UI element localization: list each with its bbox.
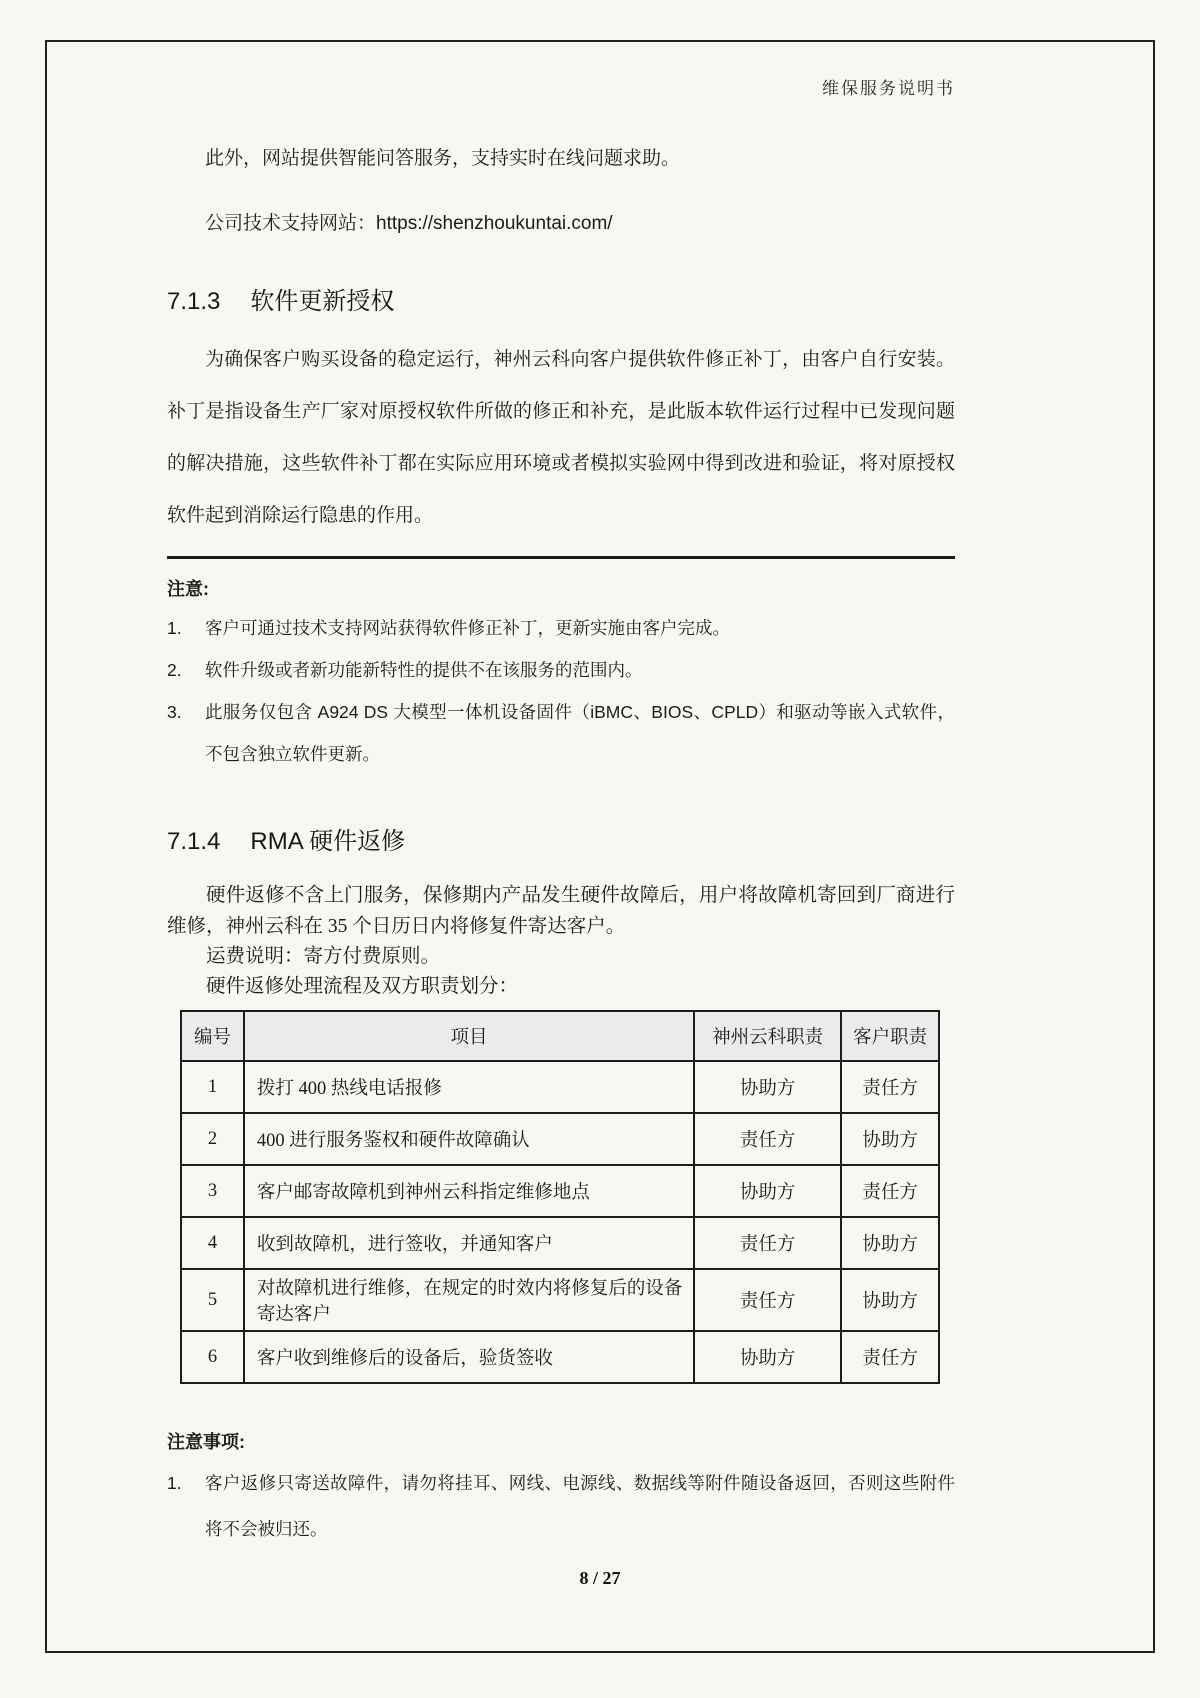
document-content <box>167 74 955 1552</box>
note-item-text: 客户可通过技术支持网站获得软件修正补丁，更新实施由客户完成。 <box>205 618 730 638</box>
note-item <box>167 607 955 649</box>
section-713-body: 为确保客户购买设备的稳定运行，神州云科向客户提供软件修正补丁，由客户自行安装。补丁是指设备生产厂家对原授权软件所做的修正和补充，是此版本软件运行过程中已发现问题的解决措施，这些软件补丁都在实际应用环境或者模拟实验网中得到改进和验证，将对原授权软件起到消除运行隐患的作用。 <box>167 349 955 526</box>
table-cell-item: 客户收到维修后的设备后，验货签收 <box>244 1331 694 1383</box>
table-cell-number: 6 <box>181 1331 244 1383</box>
table-row <box>181 1331 939 1383</box>
table-cell-number: 5 <box>181 1269 244 1331</box>
note-item-text: 软件升级或者新功能新特性的提供不在该服务的范围内。 <box>205 660 643 680</box>
table-intro-line: 硬件返修处理流程及双方职责划分： <box>206 976 519 997</box>
table-cell-customer-duty: 责任方 <box>841 1061 939 1113</box>
page-number-indicator: 8 / 27 <box>579 1568 621 1588</box>
section-number-714: 7.1.4 <box>167 828 221 855</box>
table-cell-number: 3 <box>181 1165 244 1217</box>
table-row <box>181 1061 939 1113</box>
note-list-714 <box>167 1460 955 1552</box>
table-cell-customer-duty: 协助方 <box>841 1113 939 1165</box>
note-item <box>167 1460 955 1552</box>
table-row <box>181 1217 939 1269</box>
table-row <box>181 1113 939 1165</box>
section-title-713: 软件更新授权 <box>250 288 395 315</box>
table-header-number: 编号 <box>181 1011 244 1061</box>
note-item-text: 客户返修只寄送故障件，请勿将挂耳、网线、电源线、数据线等附件随设备返回，否则这些附件将不会被归还。 <box>205 1473 955 1539</box>
table-cell-customer-duty: 协助方 <box>841 1269 939 1331</box>
table-header-item: 项目 <box>244 1011 694 1061</box>
table-cell-customer-duty: 责任方 <box>841 1331 939 1383</box>
table-cell-number: 2 <box>181 1113 244 1165</box>
table-cell-number: 1 <box>181 1061 244 1113</box>
note-label-713: 注意: <box>167 579 209 599</box>
table-cell-item: 对故障机进行维修，在规定的时效内将修复后的设备寄达客户 <box>244 1269 694 1331</box>
table-cell-item: 收到故障机，进行签收，并通知客户 <box>244 1217 694 1269</box>
note-item-number: 3. <box>167 702 182 722</box>
note-item-number: 1. <box>167 1473 182 1493</box>
section-heading-714 <box>167 821 955 856</box>
note-item-number: 1. <box>167 618 182 638</box>
table-header-customer-duty: 客户职责 <box>841 1011 939 1061</box>
table-cell-number: 4 <box>181 1217 244 1269</box>
note-item <box>167 649 955 691</box>
table-row <box>181 1269 939 1331</box>
note-list-713 <box>167 607 955 775</box>
section-714-paragraph: 硬件返修不含上门服务，保修期内产品发生硬件故障后，用户将故障机寄回到厂商进行维修，神州云科在 35 个日历日内将修复件寄达客户。 <box>167 885 955 937</box>
table-cell-vendor-duty: 责任方 <box>694 1113 841 1165</box>
table-cell-vendor-duty: 协助方 <box>694 1165 841 1217</box>
horizontal-divider <box>167 556 955 559</box>
table-cell-customer-duty: 责任方 <box>841 1165 939 1217</box>
table-header-row <box>181 1011 939 1061</box>
table-cell-vendor-duty: 协助方 <box>694 1331 841 1383</box>
table-cell-item: 400 进行服务鉴权和硬件故障确认 <box>244 1113 694 1165</box>
rma-responsibility-table <box>180 1010 940 1384</box>
table-cell-vendor-duty: 责任方 <box>694 1269 841 1331</box>
table-cell-item: 拨打 400 热线电话报修 <box>244 1061 694 1113</box>
table-header-vendor-duty: 神州云科职责 <box>694 1011 841 1061</box>
intro-paragraph-2: 公司技术支持网站：https://shenzhoukuntai.com/ <box>205 213 613 234</box>
table-cell-customer-duty: 协助方 <box>841 1217 939 1269</box>
section-number-713: 7.1.3 <box>167 288 221 315</box>
table-cell-vendor-duty: 协助方 <box>694 1061 841 1113</box>
note-item-number: 2. <box>167 660 182 680</box>
notes-label-714: 注意事项: <box>167 1432 245 1452</box>
note-item <box>167 691 955 775</box>
note-item-text: 此服务仅包含 A924 DS 大模型一体机设备固件（iBMC、BIOS、CPLD）和驱动等嵌入式软件，不包含独立软件更新。 <box>205 702 955 764</box>
section-title-714: RMA 硬件返修 <box>250 828 406 855</box>
shipping-note-line: 运费说明：寄方付费原则。 <box>206 946 441 967</box>
document-header-title: 维保服务说明书 <box>822 79 955 98</box>
table-row <box>181 1165 939 1217</box>
intro-paragraph-1: 此外，网站提供智能问答服务，支持实时在线问题求助。 <box>205 148 681 169</box>
table-cell-item: 客户邮寄故障机到神州云科指定维修地点 <box>244 1165 694 1217</box>
section-heading-713 <box>167 281 955 316</box>
table-cell-vendor-duty: 责任方 <box>694 1217 841 1269</box>
